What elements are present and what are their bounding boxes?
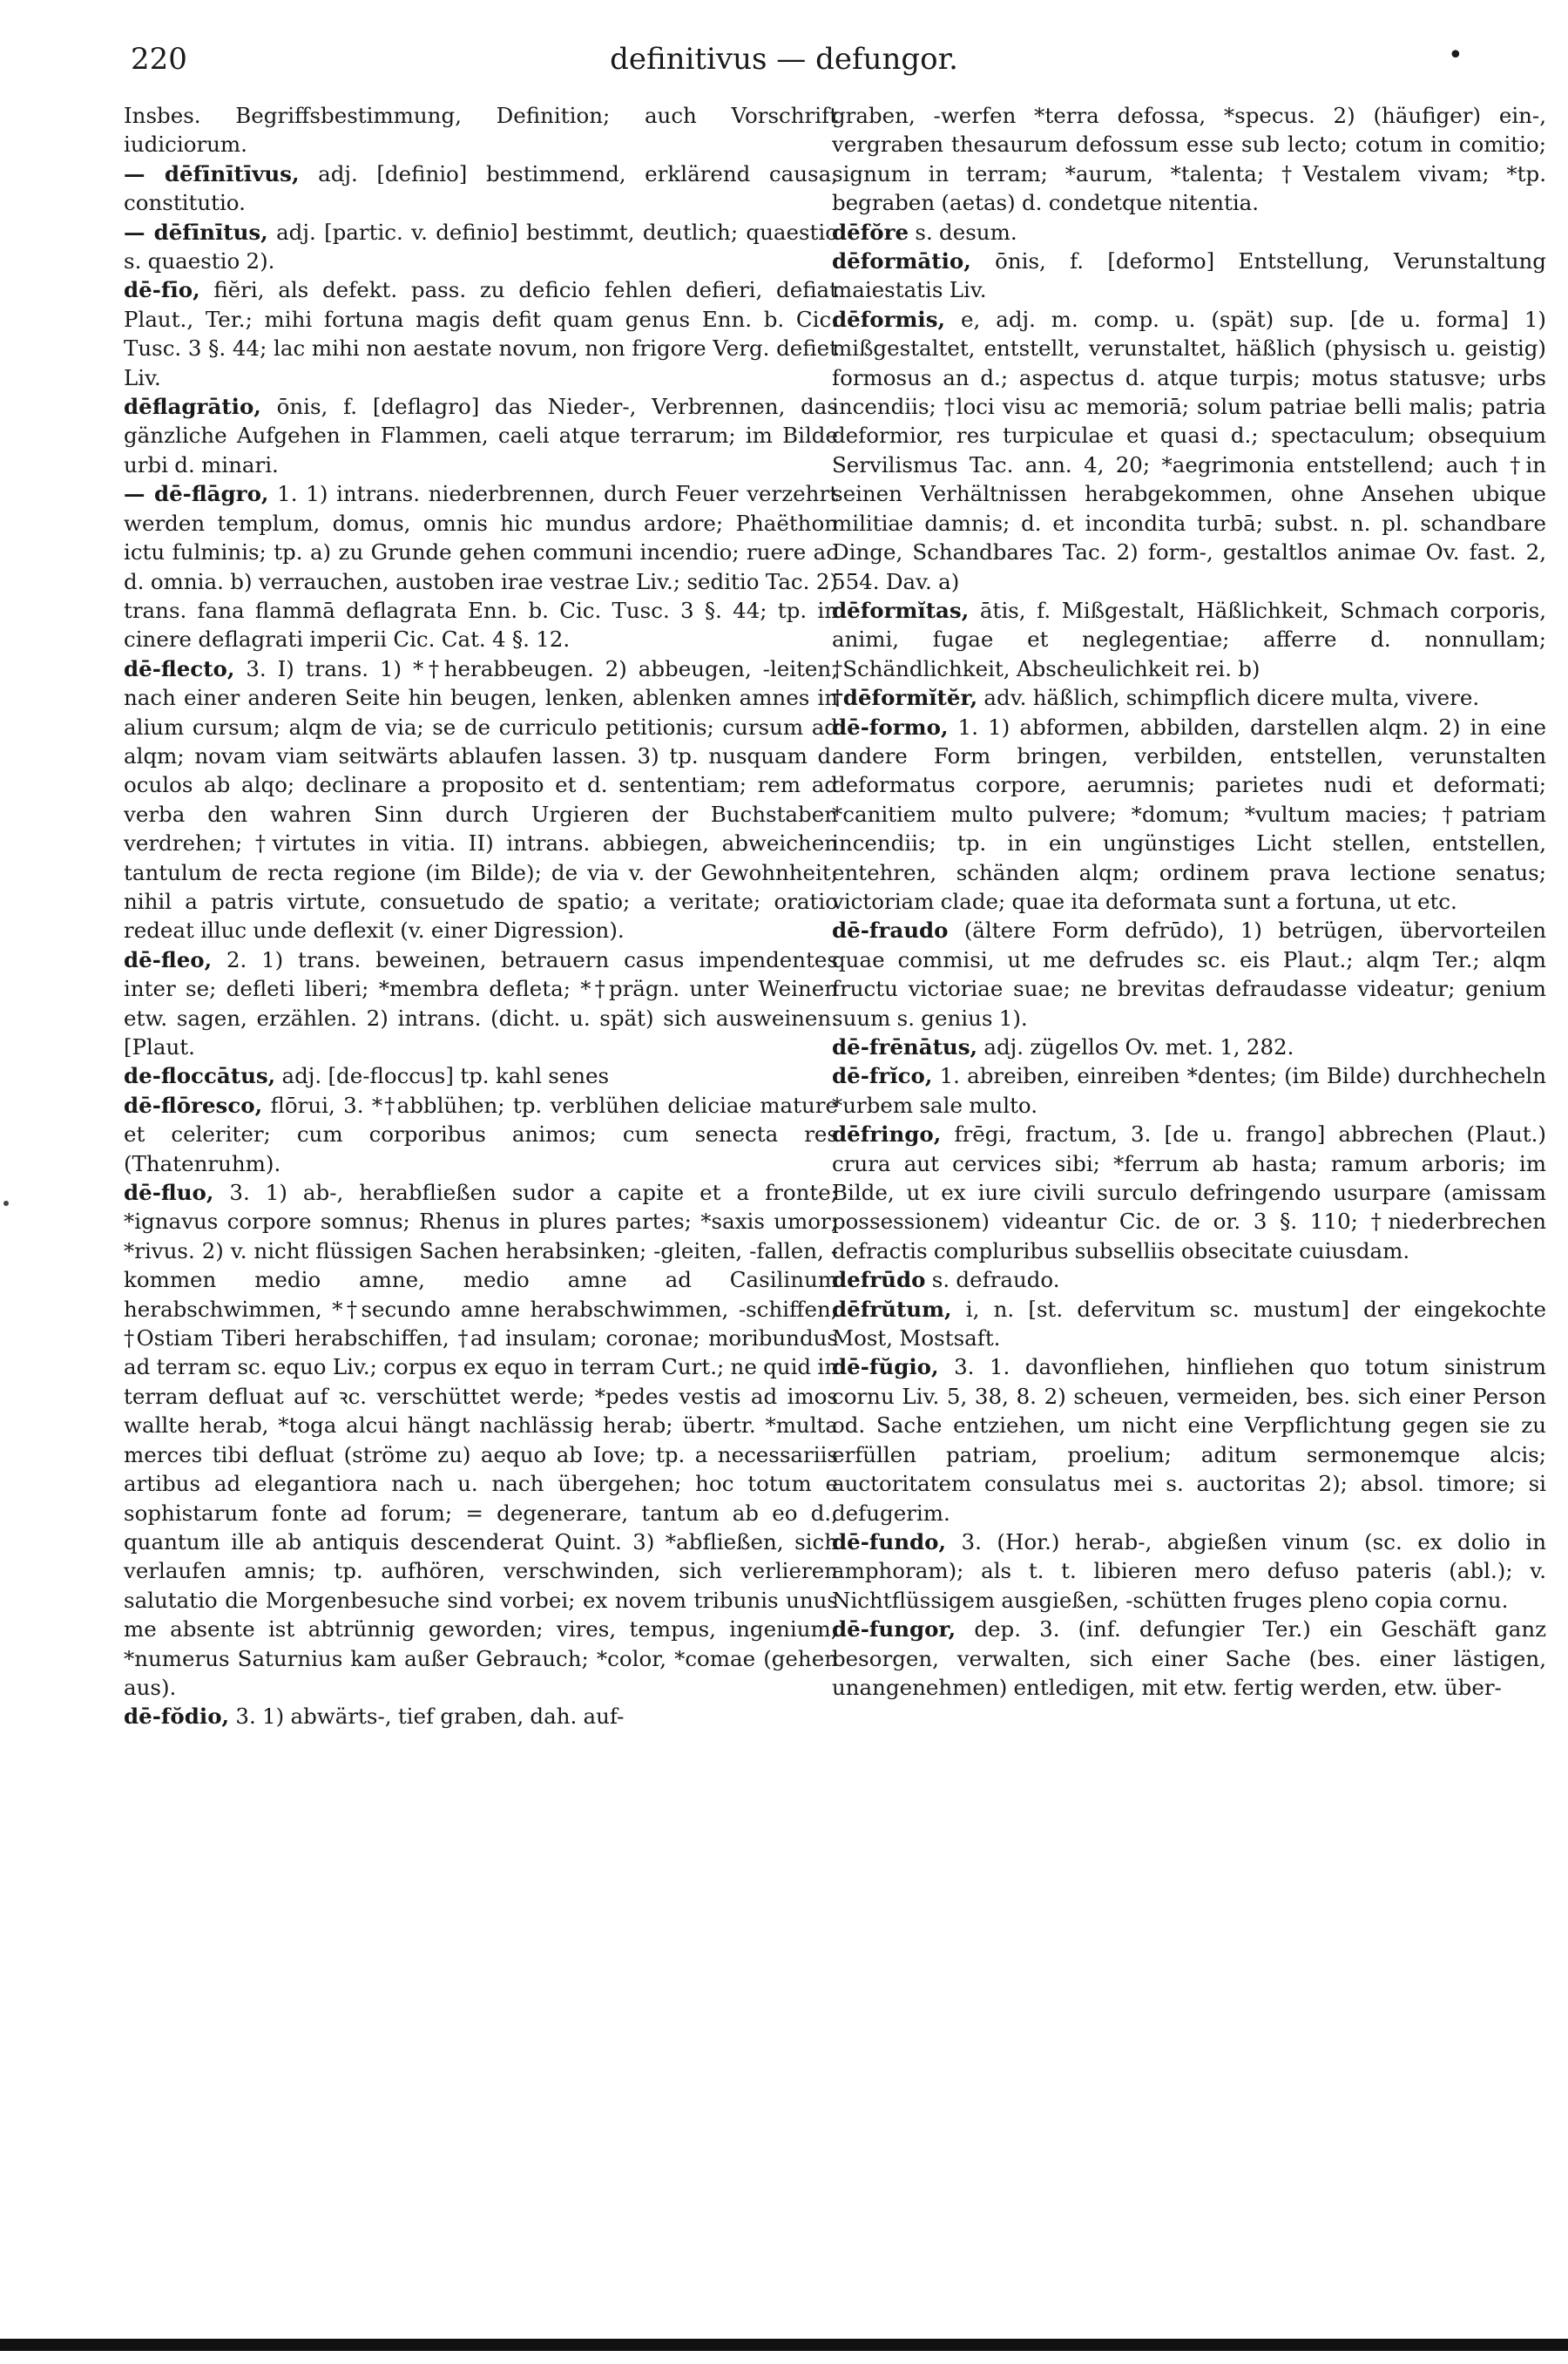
dictionary-entry — [832, 713, 1546, 917]
left-column — [124, 101, 838, 2236]
entry-headword: dēfringo, — [832, 1121, 942, 1148]
margin-dot — [3, 1201, 9, 1206]
entry-headword: dēfrŭtum, — [832, 1296, 952, 1322]
entry-text: dep. 3. (inf. defungier Ter.) ein Geschäft ganz besorgen, verwalten, sich einer Sache (bes. einer lästigen, unangenehmen) entledigen, mit etw. fertig werden, etw. über- — [832, 1616, 1546, 1700]
entry-headword: †dēformĭtĕr, — [832, 685, 978, 711]
dictionary-entry — [832, 101, 1546, 218]
entry-headword: dē-formo, — [832, 714, 949, 740]
entry-text: (ältere Form defrūdo), 1) betrügen, übervorteilen quae commisi, ut me defrudes sc. eis Plaut.; alqm Ter.; alqm fructu victoriae suae; ne brevitas defraudasse videatur; genium suum s. genius 1). — [832, 918, 1546, 1031]
entry-headword: dē-frēnātus, — [832, 1034, 978, 1060]
entry-headword: dē-fraudo — [832, 918, 949, 944]
entry-text: flōrui, 3. *†abblühen; tp. verblühen deliciae mature et celeriter; cum corporibus animos; cum senecta res (Thatenruhm). — [124, 1092, 838, 1176]
dictionary-entry — [124, 1061, 838, 1090]
entry-text: adj. [definio] bestimmend, erklärend causa, constitutio. — [124, 160, 838, 216]
dictionary-entry — [832, 305, 1546, 596]
entry-text: 3. I) trans. 1) *†herabbeugen. 2) abbeugen, -leiten, nach einer anderen Seite hin beugen, lenken, ablenken amnes in alium cursum; alqm de via; se de curriculo petitionis; cursum ad alqm; novam viam seitwärts ablaufen lassen. 3) tp. nusquam d. oculos ab alqo; declinare a proposito et d. sententiam; rem ad verba den wahren Sinn durch Urgieren der Buchstaben verdrehen; †virtutes in vitia. II) intrans. abbiegen, abweichen tantulum de recta regione (im Bilde); de via v. der Gewohnheit; nihil a patris virtute, consuetudo de spatio; a veritate; oratio redeat illuc unde deflexit (v. einer Digression). — [124, 655, 838, 944]
entry-text: 1. 1) intrans. niederbrennen, durch Feuer verzehrt werden templum, domus, omnis hic mundus ardore; Phaëthon ictu fulminis; tp. a) zu Grunde gehen communi incendio; ruere ac d. omnia. b) verrauchen, austoben irae vestrae Liv.; seditio Tac. 2) trans. fana flammā deflagrata Enn. b. Cic. Tusc. 3 §. 44; tp. in cinere deflagrati imperii Cic. Cat. 4 §. 12. — [124, 481, 838, 653]
entry-headword: dē-fīo, — [124, 277, 200, 303]
dictionary-entry — [832, 1033, 1546, 1061]
dictionary-entry — [832, 1061, 1546, 1120]
entry-headword: dēformātio, — [832, 248, 971, 274]
dictionary-entry — [832, 1352, 1546, 1527]
entry-text: fiĕri, als defekt. pass. zu deficio fehlen defieri, defiat Plaut., Ter.; mihi fortuna magis defit quam genus Enn. b. Cic. Tusc. 3 §. 44; lac mihi non aestate novum, non frigore Verg. defiet Liv. — [124, 277, 838, 390]
dictionary-entry — [832, 1527, 1546, 1615]
entry-text: 1. 1) abformen, abbilden, darstellen alqm. 2) in eine andere Form bringen, verbilden, entstellen, verunstalten deformatus corpore, aerumnis; parietes nudi et deformati; *canitiem multo pulvere; *domum; *vultum macies; †patriam incendiis; tp. in ein ungünstiges Licht stellen, entstellen, entehren, schänden alqm; ordinem prava lectione senatus; victoriam clade; quae ita deformata sunt a fortuna, ut etc. — [832, 714, 1546, 914]
dictionary-entry — [124, 1091, 838, 1178]
dictionary-entry — [124, 1178, 838, 1702]
bottom-rule — [0, 2339, 1568, 2351]
corner-mark: • — [1448, 40, 1463, 71]
entry-headword: — dēfīnītus, — [124, 219, 268, 245]
dictionary-entry — [124, 392, 838, 479]
entry-text: s. desum. — [915, 219, 1017, 245]
entry-text: i, n. [st. defervitum sc. mustum] der eingekochte Most, Mostsaft. — [832, 1296, 1546, 1351]
entry-text: ōnis, f. [deflagro] das Nieder-, Verbrennen, das gänzliche Aufgehen in Flammen, caeli atque terrarum; im Bilde urbi d. minari. — [124, 394, 838, 478]
dictionary-entry — [832, 1120, 1546, 1265]
dictionary-entry — [124, 945, 838, 1062]
entry-headword: — dēfīnītīvus, — [124, 160, 300, 186]
entry-headword: dē-fŏdio, — [124, 1704, 230, 1730]
entry-text: frēgi, fractum, 3. [de u. frango] abbrechen (Plaut.) crura aut cervices sibi; *ferrum ab hasta; ramum arboris; im Bilde, ut ex iure civili surculo defringendo usurpare (amissam possessionem) videantur Cic. de or. 3 §. 110; †niederbrechen defractis compluribus subselliis obsecitate cuiusdam. — [832, 1121, 1546, 1263]
entry-headword: dē-fundo, — [832, 1528, 947, 1555]
dictionary-entry — [832, 1265, 1546, 1294]
entry-headword: dē-fungor, — [832, 1616, 956, 1643]
entry-headword: — dē-flāgro, — [124, 481, 269, 507]
entry-headword: de-floccātus, — [124, 1063, 276, 1089]
entry-headword: dēflagrātio, — [124, 394, 261, 420]
entry-headword: dē-flōresco, — [124, 1092, 263, 1118]
entry-headword: dēfŏre — [832, 219, 909, 245]
entry-headword: dē-fleo, — [124, 946, 213, 972]
dictionary-entry — [124, 275, 838, 392]
right-column — [832, 101, 1546, 2236]
entry-text: 1. abreiben, einreiben *dentes; (im Bilde) durchhecheln *urbem sale multo. — [832, 1063, 1546, 1118]
dictionary-entry — [832, 1295, 1546, 1353]
entry-headword: dē-fluo, — [124, 1180, 214, 1206]
dictionary-entry — [124, 1702, 838, 1731]
entry-text: 3. 1) abwärts-, tief graben, dah. auf- — [235, 1704, 625, 1730]
entry-headword: dē-flecto, — [124, 655, 235, 681]
entry-text: adv. häßlich, schimpflich dicere multa, vivere. — [983, 685, 1480, 711]
entry-headword: dēformĭtas, — [832, 597, 970, 623]
dictionary-entry — [124, 218, 838, 276]
entry-text: 3. (Hor.) herab-, abgießen vinum (sc. ex dolio in amphoram); als t. t. libieren mero defuso pateris (abl.); v. Nichtflüssigem ausgießen, -schütten fruges pleno copia cornu. — [832, 1528, 1546, 1613]
entry-text: graben, -werfen *terra defossa, *specus. 2) (häufiger) ein-, vergraben thesaurum defossum esse sub lecto; cotum in comitio; signum in terram; *aurum, *talenta; †Vestalem vivam; *tp. begraben (aetas) d. condetque nitentia. — [832, 103, 1546, 216]
page-number: 220 — [131, 42, 187, 77]
entry-text: e, adj. m. comp. u. (spät) sup. [de u. forma] 1) mißgestaltet, entstellt, verunstaltet, häßlich (physisch u. geistig) formosus an d.; aspectus d. atque turpis; motus statusve; urbs incendiis; †loci visu ac memoriā; solum patriae belli malis; patria deformior, res turpiculae et quasi d.; spectaculum; obsequium Servilismus Tac. ann. 4, 20; *aegrimonia entstellend; auch †in seinen Verhältnissen herabgekommen, ohne Ansehen ubique militiae damnis; d. et incondita turbā; subst. n. pl. schandbare Dinge, Schandbares Tac. 2) form-, gestaltlos animae Ov. fast. 2, 554. Dav. a) — [832, 306, 1546, 594]
dictionary-entry — [832, 916, 1546, 1033]
entry-text: Insbes. Begriffsbestimmung, Definition; auch Vorschrift iudiciorum. — [124, 103, 838, 158]
dictionary-entry — [124, 101, 838, 159]
dictionary-entry — [832, 218, 1546, 247]
entry-text: 2. 1) trans. beweinen, betrauern casus impendentes inter se; defleti liberi; *membra defleta; *†prägn. unter Weinen etw. sagen, erzählen. 2) intrans. (dicht. u. spät) sich ausweinen. [Plaut. — [124, 946, 838, 1060]
dictionary-entry — [124, 654, 838, 945]
dictionary-entry — [832, 247, 1546, 305]
entry-text: adj. [partic. v. definio] bestimmt, deutlich; quaestio s. quaestio 2). — [124, 219, 838, 274]
dictionary-entry — [832, 683, 1546, 712]
entry-headword: defrūdo — [832, 1267, 926, 1293]
dictionary-entry — [124, 159, 838, 218]
entry-headword: dēformis, — [832, 306, 946, 332]
entry-text: adj. [de-floccus] tp. kahl senes — [281, 1063, 610, 1089]
entry-text: ātis, f. Mißgestalt, Häßlichkeit, Schmach corporis, animi, fugae et neglegentiae; afferre d. nonnullam; †Schändlichkeit, Abscheulichkeit rei. b) — [832, 597, 1546, 681]
entry-text: ōnis, f. [deformo] Entstellung, Verunstaltung maiestatis Liv. — [832, 248, 1546, 303]
entry-text: adj. zügellos Ov. met. 1, 282. — [983, 1034, 1294, 1060]
dictionary-entry — [832, 596, 1546, 683]
dictionary-entry — [124, 479, 838, 654]
entry-text: s. defraudo. — [931, 1267, 1060, 1293]
entry-text: 3. 1. davonfliehen, hinfliehen quo totum sinistrum cornu Liv. 5, 38, 8. 2) scheuen, vermeiden, bes. sich einer Person od. Sache entziehen, um nicht eine Verpflichtung gegen sie zu erfüllen patriam, proelium; aditum sermonemque alcis; auctoritatem consulatus mei s. auctoritas 2); absol. timore; si defugerim. — [832, 1354, 1546, 1526]
entry-text: 3. 1) ab-, herabfließen sudor a capite et a fronte; *ignavus corpore somnus; Rhenus in plures partes; *saxis umor; *rivus. 2) v. nicht flüssigen Sachen herabsinken; -gleiten, -fallen, -kommen medio amne, medio amne ad Casilinum herabschwimmen, *†secundo amne herabschwimmen, -schiffen; †Ostiam Tiberi herabschiffen, †ad insulam; coronae; moribundus ad terram sc. equo Liv.; corpus ex equo in terram Curt.; ne quid in terram defluat auf ꝛc. verschüttet werde; *pedes vestis ad imos wallte herab, *toga alcui hängt nachlässig herab; übertr. *multa merces tibi defluat (ströme zu) aequo ab Iove; tp. a necessariis artibus ad elegantiora nach u. nach übergehen; hoc totum e sophistarum fonte ad forum; = degenerare, tantum ab eo d., quantum ille ab antiquis descenderat Quint. 3) *abfließen, sich verlaufen amnis; tp. aufhören, verschwinden, sich verlieren salutatio die Morgenbesuche sind vorbei; ex novem tribunis unus me absente ist abtrünnig geworden; vires, tempus, ingenium; *numerus Saturnius kam außer Gebrauch; *color, *comae (gehen aus). — [124, 1180, 838, 1700]
dictionary-entry — [832, 1615, 1546, 1702]
running-title: definitivus — defungor. — [610, 42, 958, 77]
entry-headword: dē-frĭco, — [832, 1063, 933, 1089]
entry-headword: dē-fŭgio, — [832, 1354, 939, 1380]
